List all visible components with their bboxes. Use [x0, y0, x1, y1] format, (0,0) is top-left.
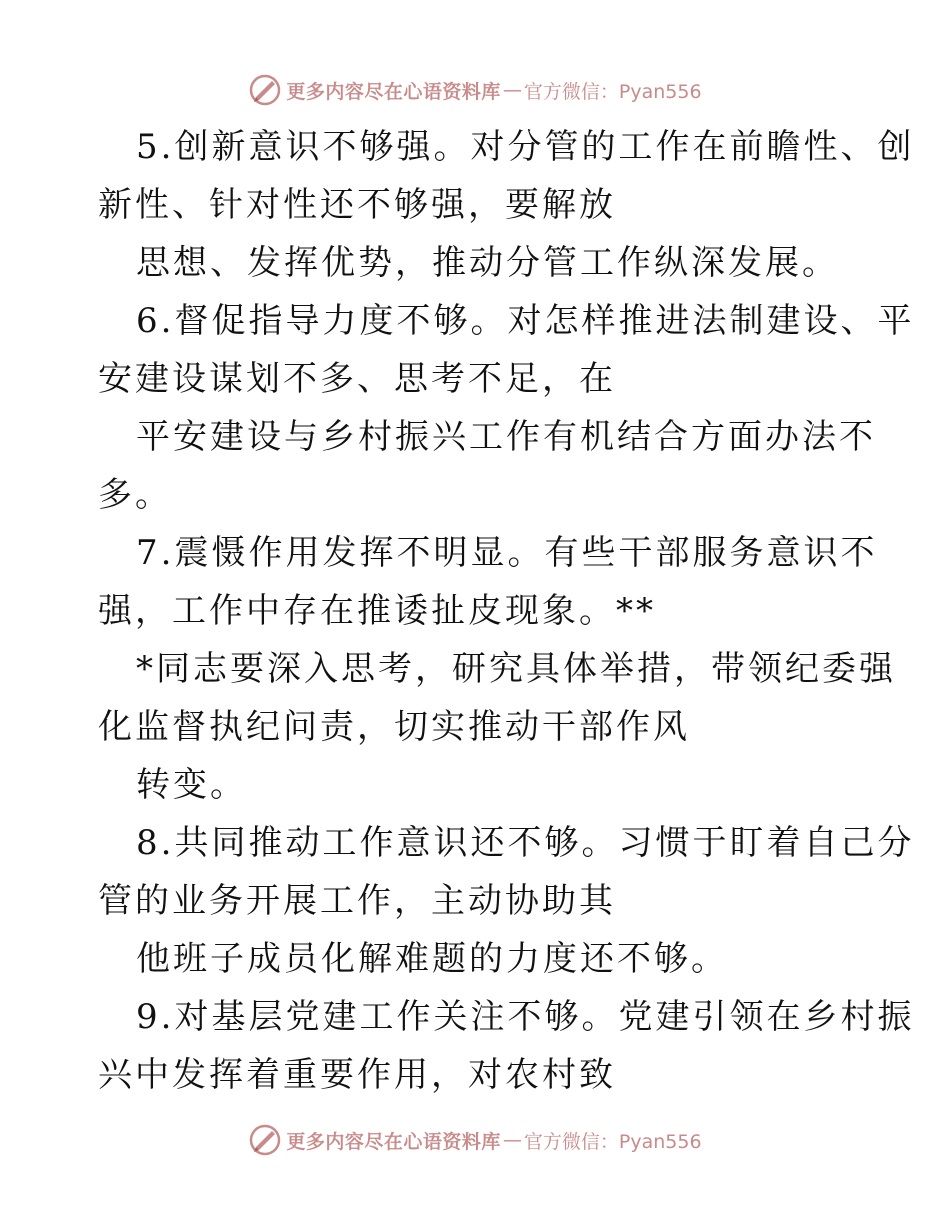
text-line: 强，工作中存在推诿扯皮现象。**: [98, 591, 656, 631]
text-line: 新性、针对性还不够强，要解放: [98, 185, 616, 225]
banner-separator: —: [502, 1129, 522, 1151]
banner-wechat: 官方微信：Pyan556: [523, 80, 702, 103]
text-line: 6.督促指导力度不够。对怎样推进法制建设、平: [136, 301, 915, 341]
text-line: 他班子成员化解难题的力度还不够。: [136, 939, 728, 979]
footer-watermark-banner: [0, 1120, 950, 1160]
banner-wechat: 官方微信：Pyan556: [523, 1130, 702, 1153]
text-line: 7.震慑作用发挥不明显。有些干部服务意识不: [136, 533, 878, 573]
text-line: 8.共同推动工作意识还不够。习惯于盯着自己分: [136, 823, 915, 863]
text-line: 管的业务开展工作，主动协助其: [98, 881, 616, 921]
text-line: 5.创新意识不够强。对分管的工作在前瞻性、创: [136, 127, 915, 167]
text-line: 9.对基层党建工作关注不够。党建引领在乡村振: [136, 997, 915, 1037]
banner-text: 更多内容尽在心语资料库: [286, 80, 501, 103]
text-line: 转变。: [136, 765, 247, 805]
text-line: 思想、发挥优势，推动分管工作纵深发展。: [136, 243, 839, 283]
text-line: 多。: [98, 475, 172, 515]
text-line: 化监督执纪问责，切实推动干部作风: [98, 707, 690, 747]
text-line: 兴中发挥着重要作用，对农村致: [98, 1055, 616, 1095]
document-body: [98, 118, 915, 1104]
banner-text: 更多内容尽在心语资料库: [286, 1130, 501, 1153]
banner-separator: —: [502, 79, 522, 101]
pen-logo-icon: [248, 1123, 282, 1157]
text-line: *同志要深入思考，研究具体举措，带领纪委强: [136, 649, 896, 689]
pen-logo-icon: [248, 73, 282, 107]
header-watermark-banner: [0, 70, 950, 110]
text-line: 安建设谋划不多、思考不足，在: [98, 359, 616, 399]
text-line: 平安建设与乡村振兴工作有机结合方面办法不: [136, 417, 876, 457]
